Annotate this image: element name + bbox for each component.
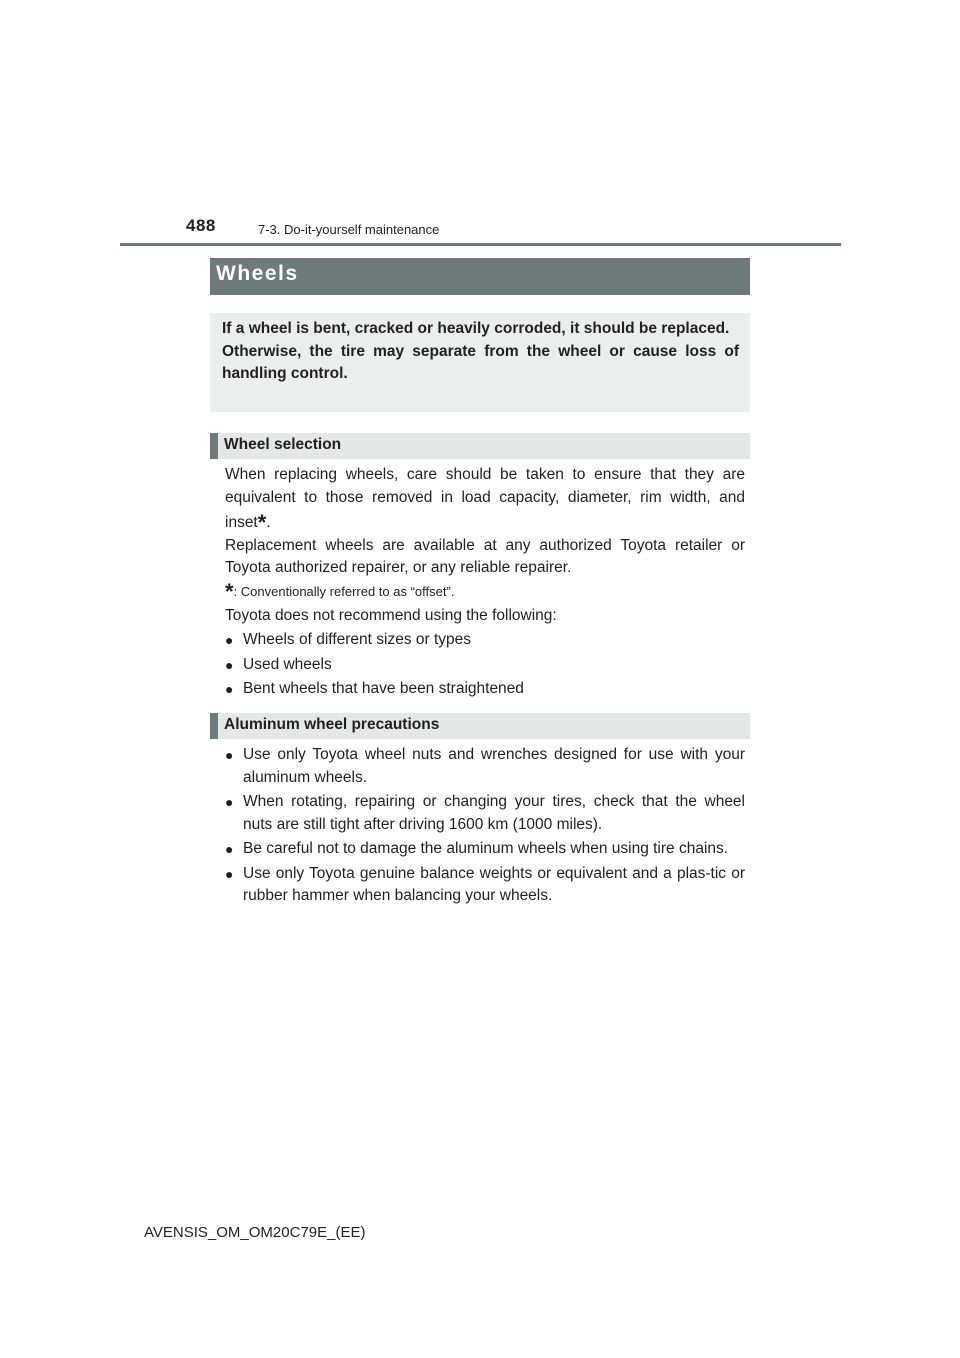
list-item-text: Bent wheels that have been straightened xyxy=(243,680,524,697)
aluminum-heading: Aluminum wheel precautions xyxy=(210,713,750,739)
bullet-icon: ● xyxy=(225,865,234,882)
list-item xyxy=(225,654,745,677)
list-item-text: Use only Toyota wheel nuts and wrenches designed for use with your aluminum wheels. xyxy=(243,746,745,786)
list-item-text: Wheels of different sizes or types xyxy=(243,631,472,648)
page-title: Wheels xyxy=(216,262,299,285)
intro-line-2: Otherwise, the tire may separate from the wheel or cause loss of handling control. xyxy=(222,342,739,382)
para1-period: . xyxy=(266,514,271,531)
bullet-icon: ● xyxy=(225,681,234,697)
list-item xyxy=(225,629,745,652)
intro-line-1: If a wheel is bent, cracked or heavily corroded, it should be replaced. xyxy=(222,320,730,337)
bullet-icon: ● xyxy=(225,794,234,810)
footnote-text: : Conventionally referred to as “offset”. xyxy=(233,584,455,599)
bullet-icon: ● xyxy=(225,656,234,673)
wheel-selection-para-2: Replacement wheels are available at any authorized Toyota retailer or Toyota authorized repairer, or any reliable repairer. xyxy=(225,536,745,576)
intro-box xyxy=(210,313,750,412)
document-code: AVENSIS_OM_OM20C79E_(EE) xyxy=(144,1224,366,1241)
bullet-icon: ● xyxy=(225,632,234,648)
list-item-text: Used wheels xyxy=(243,655,332,673)
bullet-icon: ● xyxy=(225,841,234,857)
section-path: 7-3. Do-it-yourself maintenance xyxy=(258,222,440,237)
page-number: 488 xyxy=(186,216,216,235)
list-item xyxy=(225,744,745,789)
list-item xyxy=(225,678,745,701)
not-recommended-lead: Toyota does not recommend using the following: xyxy=(225,607,557,624)
asterisk-mark: * xyxy=(257,510,267,535)
aluminum-list xyxy=(225,744,745,908)
footnote xyxy=(225,578,745,604)
wheel-selection-heading: Wheel selection xyxy=(210,433,750,459)
para1-text: When replacing wheels, care should be taken to ensure that they are equivalent to those removed in load capacity, diameter, rim width, and inset xyxy=(225,466,745,531)
bullet-icon: ● xyxy=(225,747,234,763)
list-item xyxy=(225,791,745,836)
title-bar xyxy=(210,258,750,295)
wheel-selection-para-1 xyxy=(225,464,745,535)
list-item-text: When rotating, repairing or changing your tires, check that the wheel nuts are still tight after driving 1600 km (1000 miles). xyxy=(243,793,745,833)
not-recommended-list xyxy=(225,629,745,701)
wheel-selection-body xyxy=(225,464,745,580)
list-item xyxy=(225,838,745,861)
header-rule xyxy=(120,243,841,246)
footnote-asterisk: * xyxy=(225,579,234,604)
list-item-text: Use only Toyota genuine balance weights or equivalent and a plas-tic or rubber hammer when balancing your wheels. xyxy=(243,864,745,904)
list-item-text: Be careful not to damage the aluminum wheels when using tire chains. xyxy=(243,840,729,857)
list-item xyxy=(225,863,745,908)
